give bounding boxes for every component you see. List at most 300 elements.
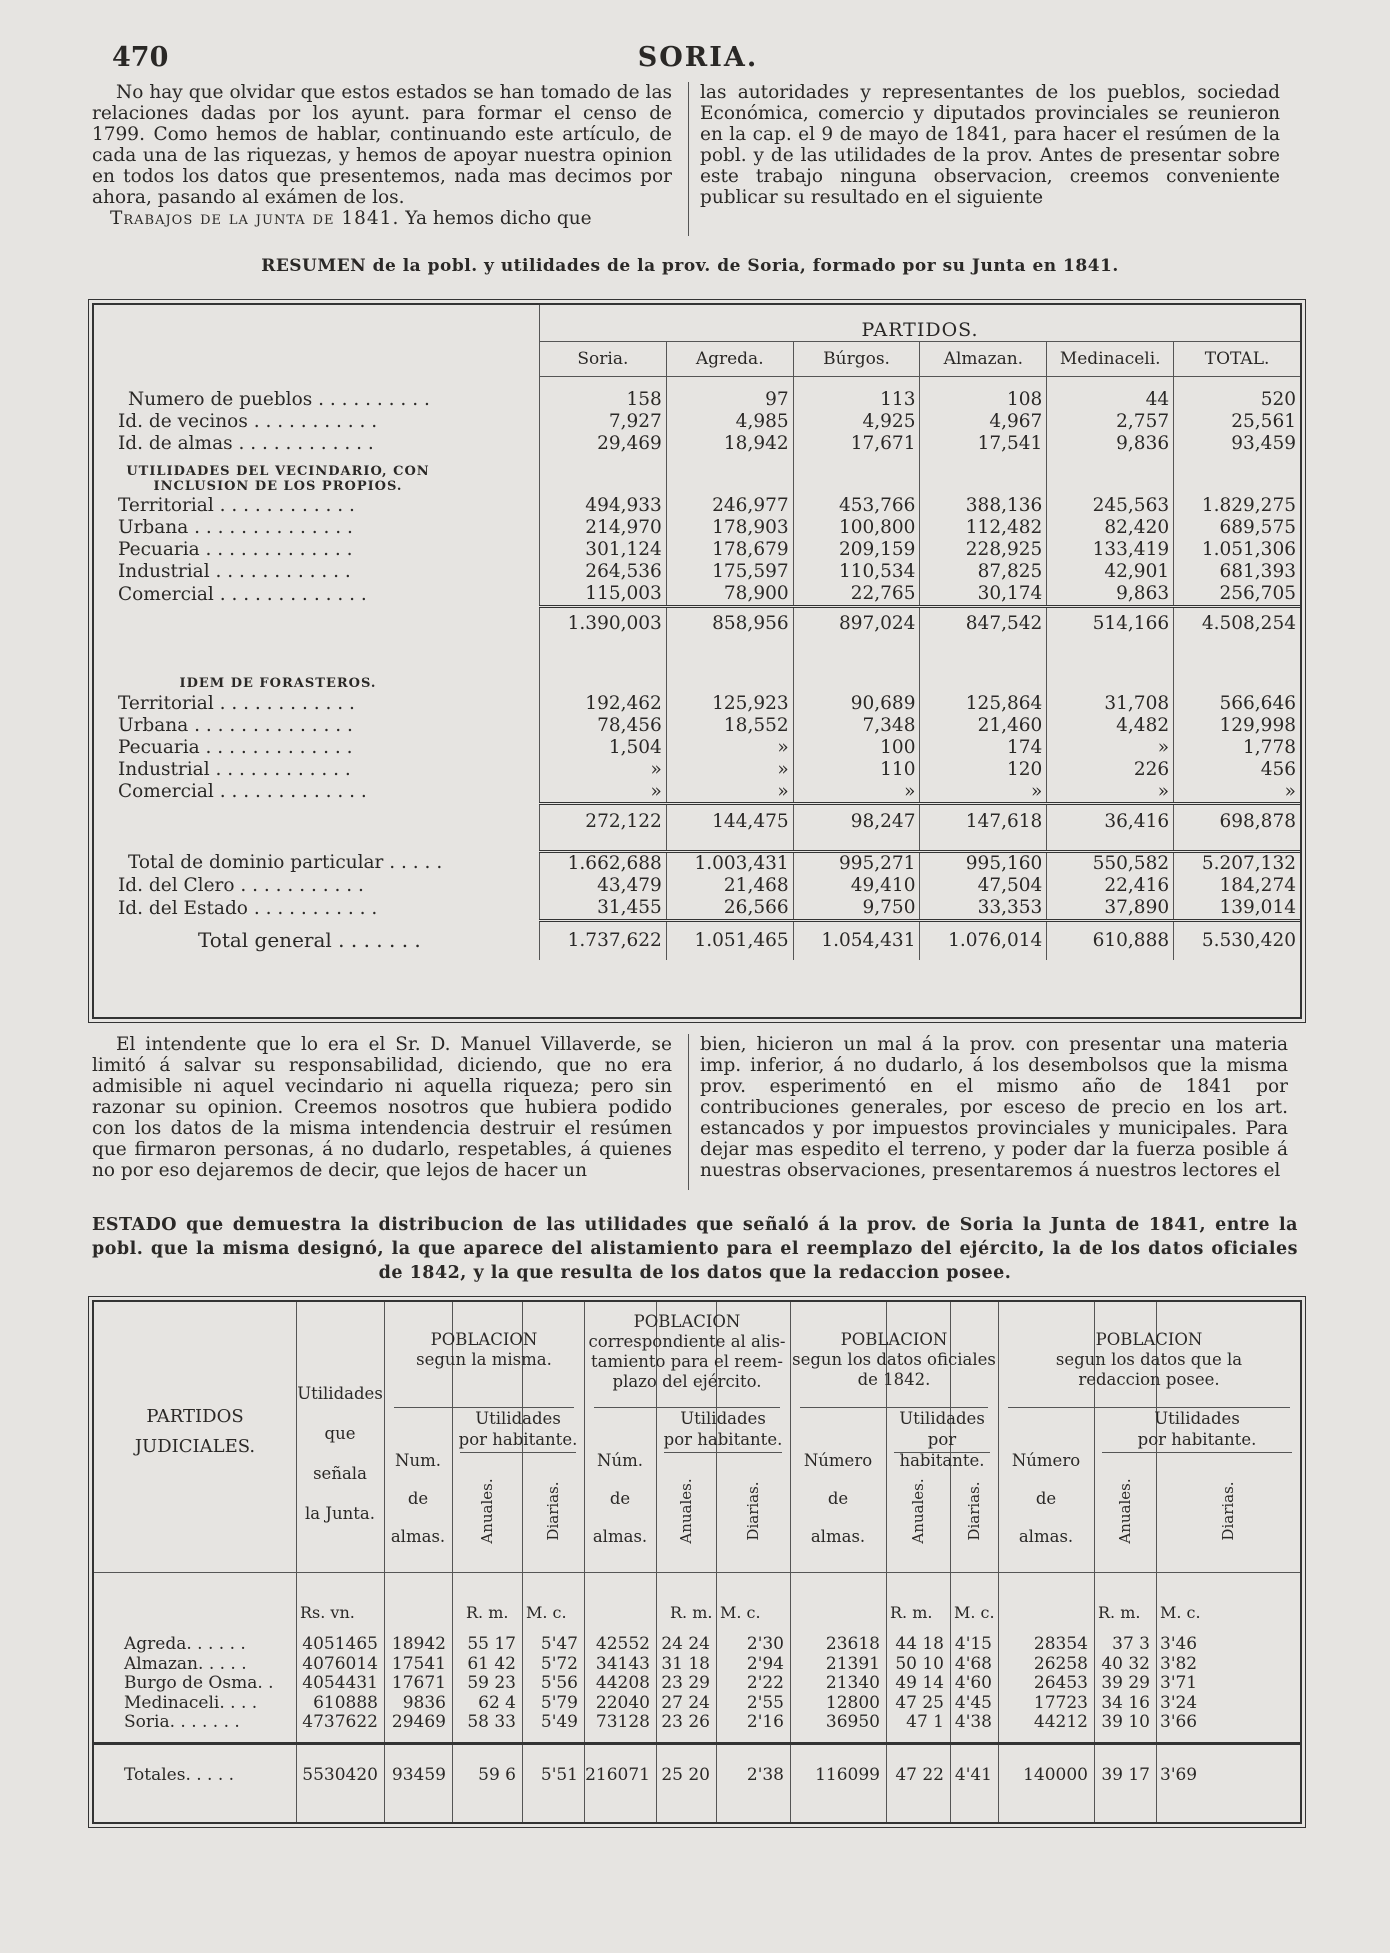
table1-value-cell: 29,469 <box>539 433 666 455</box>
table2-value-cell: 2'38 <box>746 1765 784 1785</box>
table2-column-rule <box>950 1302 951 1822</box>
table1-value-cell: 192,462 <box>539 692 666 714</box>
table1-value-cell: 681,393 <box>1174 561 1300 583</box>
table1-value-cell: » <box>1047 780 1174 804</box>
table2-frame <box>92 1300 1302 1824</box>
table1-row <box>94 411 1300 433</box>
table1-value-cell: 689,575 <box>1174 517 1300 539</box>
middle-left-paragraph: El intendente que lo era el Sr. D. Manuel Villaverde, se limitó á salvar su responsabilidad, diciendo, que no era admisible ni aquel vecindario ni aquella riqueza; pero sin razonar su opinion. Creemos nosotros que hubiera podido con los datos de la misma intendencia destruir el resúmen que firmaron personas, á no dudarlo, respetables, á quienes no por eso dejaremos de decir, que lejos de hacer un <box>92 1034 672 1181</box>
table1-row <box>94 736 1300 758</box>
table2-value-cell: 59 6 <box>478 1765 516 1785</box>
table2-diarias-header: Diarias. <box>1219 1481 1237 1541</box>
intro-text <box>92 82 1288 242</box>
table1-value-cell: 226 <box>1047 758 1174 780</box>
table2-totals-rule <box>94 1742 1300 1745</box>
table1-value-cell: 5.530,420 <box>1174 920 1300 960</box>
table1-row-label-text: Urbana . . . . . . . . . . . . . . <box>118 517 353 538</box>
table1-spacer <box>94 376 1300 389</box>
table1-row <box>94 692 1300 714</box>
section-heading-paragraph <box>92 208 672 229</box>
table1-spacer-cell <box>539 838 666 852</box>
table1-value-cell: 21,468 <box>666 875 793 897</box>
table2-value-cell: 39 17 <box>1101 1765 1150 1785</box>
table2-group-title: POBLACION correspondiente al alis- tamiento para el reem- plazo del ejército. <box>588 1312 786 1391</box>
table2-num-almas-header: Núm. de almas. <box>592 1451 648 1546</box>
table1-value-cell: 90,689 <box>793 692 920 714</box>
table1-row-label <box>94 758 539 780</box>
table1-row <box>94 539 1300 561</box>
table1-value-cell: 1.054,431 <box>793 920 920 960</box>
table1-value-cell: 520 <box>1174 389 1300 411</box>
table2-value-cell: 47 22 <box>895 1765 944 1785</box>
table1-value-cell: 43,479 <box>539 875 666 897</box>
table2-unit-label: Rs. vn. <box>300 1603 355 1622</box>
table2-column-rule <box>716 1302 717 1822</box>
table2-value-cell: 610888 <box>313 1692 378 1713</box>
table1-value-cell: 112,482 <box>920 517 1047 539</box>
table2-value-cell: 4'41 <box>954 1765 992 1785</box>
table2-value-cell: 2'16 <box>746 1712 784 1732</box>
table2-partido-name: Almazan. . . . . <box>124 1653 247 1674</box>
table2-group-title: POBLACION segun la misma. <box>416 1330 552 1369</box>
table1-value-cell: 17,541 <box>920 433 1047 455</box>
table1-spacer-cell <box>920 838 1047 852</box>
middle-right-paragraph: bien, hicieron un mal á la prov. con presentar una materia imp. inferior, á no dudarlo, á los desembolsos que la misma prov. esperimentó en el mismo año de 1841 por contribuciones generales, por esceso de precio en los art. estancados y por impuestos provinciales y municipales. Para dejar mas espedito el terreno, y poder dar la fuerza posible á nuestras observaciones, presentaremos á nuestros lectores el <box>700 1034 1288 1181</box>
table2-group-title: POBLACION segun los datos oficiales de 1842. <box>792 1330 996 1389</box>
table2-unit-label: M. c. <box>1160 1603 1201 1622</box>
table1-spacer-cell <box>94 376 539 389</box>
table2-value-cell: 55 17 <box>467 1634 516 1654</box>
table1-row-label <box>94 495 539 517</box>
table1-empty-cell <box>1174 455 1300 495</box>
table1-value-cell: 847,542 <box>920 606 1047 640</box>
table2-value-cell: 23 29 <box>661 1673 710 1693</box>
intro-left-paragraph <box>92 82 672 208</box>
table1-value-cell: 209,159 <box>793 539 920 561</box>
table1-value-cell: 110 <box>793 758 920 780</box>
table1-row-label <box>94 851 539 875</box>
table2-unit-label: R. m. <box>466 1603 509 1622</box>
table2-num-almas-header: Número de almas. <box>803 1451 873 1546</box>
table1-spacer-cell <box>1047 838 1174 852</box>
table2-column-rule <box>1094 1302 1095 1822</box>
table1-value-cell: 995,271 <box>793 851 920 875</box>
table2-anuales-header: Anuales. <box>909 1478 927 1544</box>
table2-value-cell: 116099 <box>815 1765 880 1785</box>
table1-value-cell: 228,925 <box>920 539 1047 561</box>
table1-row <box>94 583 1300 607</box>
table1-value-cell: » <box>920 780 1047 804</box>
table2-column-rule <box>886 1302 887 1822</box>
table2-value-cell: 26453 <box>1033 1673 1088 1693</box>
table2-partido-name: Totales. . . . . <box>124 1765 235 1785</box>
table1-value-cell: 78,900 <box>666 583 793 607</box>
table2-value-cell: 49 14 <box>895 1673 944 1693</box>
table1-row <box>94 758 1300 780</box>
table2-column-rule <box>584 1302 585 1822</box>
table2-value-cell: 24 24 <box>661 1634 710 1654</box>
table2-value-cell: 44208 <box>595 1673 650 1693</box>
table1-column-header: Búrgos. <box>793 341 920 376</box>
table1-row-label-text: Id. del Clero . . . . . . . . . . . <box>118 875 364 896</box>
table2-num-almas-header: Num. de almas. <box>390 1451 446 1546</box>
table2-value-cell: 4'60 <box>954 1673 992 1693</box>
table1-row <box>94 780 1300 804</box>
table1-row-label <box>94 897 539 921</box>
table1-value-cell: 272,122 <box>539 804 666 838</box>
table1-spacer-cell <box>94 838 539 852</box>
table1-value-cell: 1,504 <box>539 736 666 758</box>
table2-value-cell: 25 20 <box>661 1765 710 1785</box>
table1-value-cell: 110,534 <box>793 561 920 583</box>
table1-value-cell: 214,970 <box>539 517 666 539</box>
table2 <box>94 1302 1300 1822</box>
table2-value-cell: 18942 <box>391 1634 446 1654</box>
table2-value-cell: 3'46 <box>1160 1634 1198 1654</box>
table2-value-cell: 58 33 <box>467 1712 516 1732</box>
table2-value-cell: 22040 <box>595 1692 650 1713</box>
table2-value-cell: 17541 <box>391 1653 446 1674</box>
table1-row-label-text: Industrial . . . . . . . . . . . . <box>118 561 351 582</box>
table1-row <box>94 517 1300 539</box>
table1-value-cell: 698,878 <box>1174 804 1300 838</box>
table2-diarias-header: Diarias. <box>544 1481 562 1541</box>
table2-value-cell: 4'15 <box>954 1634 992 1654</box>
table2-value-cell: 59 23 <box>467 1673 516 1693</box>
table1-value-cell: 129,998 <box>1174 714 1300 736</box>
table1 <box>94 305 1300 960</box>
table1-value-cell: 7,348 <box>793 714 920 736</box>
table2-value-cell: 4051465 <box>302 1634 378 1654</box>
table2-value-cell: 36950 <box>825 1712 880 1732</box>
table1-value-cell: 264,536 <box>539 561 666 583</box>
table1-empty-cell <box>666 455 793 495</box>
table1-section-heading <box>94 652 539 692</box>
table2-value-cell: 93459 <box>391 1765 446 1785</box>
table1-row-label <box>94 920 539 960</box>
intro-left-column <box>92 82 672 229</box>
table1-value-cell: 245,563 <box>1047 495 1174 517</box>
table1-empty-cell <box>793 652 920 692</box>
table2-num-almas-header: Número de almas. <box>1011 1451 1081 1546</box>
table1-value-cell: 1.051,306 <box>1174 539 1300 561</box>
table1-spacer-cell <box>539 376 666 389</box>
table1-value-cell: 125,864 <box>920 692 1047 714</box>
table1-column-header: Soria. <box>539 341 666 376</box>
table1-value-cell: 22,416 <box>1047 875 1174 897</box>
table1-column-header: Agreda. <box>666 341 793 376</box>
table2-unit-label: M. c. <box>720 1603 761 1622</box>
table2-group-underline <box>1008 1407 1290 1408</box>
table1-section-heading-row <box>94 652 1300 692</box>
table1-value-cell: » <box>1174 780 1300 804</box>
table2-row <box>94 1654 1300 1676</box>
table1-value-cell: 5.207,132 <box>1174 851 1300 875</box>
table1-value-cell: 184,274 <box>1174 875 1300 897</box>
table1-value-cell: » <box>793 780 920 804</box>
table1-value-cell: 9,750 <box>793 897 920 921</box>
table1-value-cell: 42,901 <box>1047 561 1174 583</box>
table1-row <box>94 851 1300 875</box>
section-heading: Trabajos de la junta de 1841. <box>110 208 400 229</box>
table2-totals-row <box>94 1765 1300 1787</box>
table1-corner <box>94 305 539 341</box>
table2-value-cell: 27 24 <box>661 1692 710 1713</box>
table2-subgroup-underline <box>894 1452 990 1453</box>
table2-unit-label: R. m. <box>890 1603 933 1622</box>
table2-value-cell: 73128 <box>595 1712 650 1732</box>
table1-row-label-text: Pecuaria . . . . . . . . . . . . . <box>118 736 353 758</box>
table1-spacer-cell <box>1047 376 1174 389</box>
table2-anuales-header: Anuales. <box>677 1478 695 1544</box>
table2-value-cell: 39 29 <box>1101 1673 1150 1693</box>
table1-value-cell: 4,985 <box>666 411 793 433</box>
table1-value-cell: » <box>666 758 793 780</box>
table1-empty-cell <box>793 455 920 495</box>
table1-row-label-text: Id. del Estado . . . . . . . . . . . <box>118 897 378 919</box>
table1-value-cell: 566,646 <box>1174 692 1300 714</box>
table2-column-rule <box>1156 1302 1157 1822</box>
table1-row-label-text: Comercial . . . . . . . . . . . . . <box>118 781 367 803</box>
table2-util-hab-header: Utilidades por habitante. <box>458 1409 578 1449</box>
table1-row-label <box>94 539 539 561</box>
table1-row-label <box>94 804 539 838</box>
table1-value-cell: 4,925 <box>793 411 920 433</box>
table2-value-cell: 50 10 <box>895 1653 944 1674</box>
table1-value-cell: » <box>1047 736 1174 758</box>
table2-value-cell: 2'22 <box>746 1673 784 1693</box>
table1-spacer-cell <box>539 640 666 652</box>
table2-value-cell: 44 18 <box>895 1634 944 1654</box>
table1-column-header-row <box>94 341 1300 376</box>
table1-value-cell: 31,455 <box>539 897 666 921</box>
table1-spacer-cell <box>793 640 920 652</box>
table1-row-label-text: Numero de pueblos . . . . . . . . . . <box>128 389 430 410</box>
table1-row-label-text: Total de dominio particular . . . . . <box>128 852 443 874</box>
table2-value-cell: 17671 <box>391 1673 446 1693</box>
table1-section-heading-row <box>94 455 1300 495</box>
table1-empty-cell <box>539 455 666 495</box>
table2-unit-label: R. m. <box>1098 1603 1141 1622</box>
table2-value-cell: 140000 <box>1023 1765 1088 1785</box>
table1-row-label-text: Territorial . . . . . . . . . . . . <box>118 692 355 714</box>
table1-row-label <box>94 780 539 804</box>
table2-partido-name: Agreda. . . . . . <box>124 1634 246 1654</box>
table1-row-label-text: Territorial . . . . . . . . . . . . <box>118 495 355 516</box>
table1-value-cell: 147,618 <box>920 804 1047 838</box>
table2-column-rule <box>790 1302 791 1822</box>
table1-value-cell: 100 <box>793 736 920 758</box>
table1-value-cell: 175,597 <box>666 561 793 583</box>
table1-empty-cell <box>920 455 1047 495</box>
table2-row <box>94 1693 1300 1715</box>
table1-value-cell: 144,475 <box>666 804 793 838</box>
table2-value-cell: 2'55 <box>746 1692 784 1713</box>
table2-value-cell: 40 32 <box>1101 1653 1150 1674</box>
table2-value-cell: 4054431 <box>302 1673 378 1693</box>
table1-spacer-cell <box>793 838 920 852</box>
table2-diarias-header: Diarias. <box>744 1481 762 1541</box>
table2-value-cell: 62 4 <box>478 1692 516 1713</box>
intro-right-column <box>700 82 1280 208</box>
table1-row-label <box>94 692 539 714</box>
table2-value-cell: 61 42 <box>467 1653 516 1674</box>
table1-row <box>94 433 1300 455</box>
table2-util-hab-header: Utilidades por habitante. <box>663 1409 783 1449</box>
table1-value-cell: 108 <box>920 389 1047 411</box>
table2-value-cell: 31 18 <box>661 1653 710 1674</box>
table1-row-label <box>94 561 539 583</box>
table1-section-heading-text: IDEM DE FORASTEROS. <box>179 676 377 691</box>
table2-util-hab-header: Utilidades por habitante. <box>1137 1409 1257 1449</box>
column-rule <box>688 82 689 236</box>
table2-group-underline <box>800 1407 988 1408</box>
table2-value-cell: 3'66 <box>1160 1712 1198 1732</box>
table1-value-cell: 139,014 <box>1174 897 1300 921</box>
table2-value-cell: 5'79 <box>540 1692 578 1713</box>
table1-value-cell: 178,903 <box>666 517 793 539</box>
table1-value-cell: 87,825 <box>920 561 1047 583</box>
table2-value-cell: 216071 <box>585 1765 650 1785</box>
table1-row-label <box>94 583 539 607</box>
table1-value-cell: 178,679 <box>666 539 793 561</box>
table2-group-underline <box>594 1407 780 1408</box>
table1-value-cell: 158 <box>539 389 666 411</box>
table1-row-label <box>94 736 539 758</box>
table1-value-cell: 246,977 <box>666 495 793 517</box>
table2-column-rule <box>656 1302 657 1822</box>
table1-value-cell: 47,504 <box>920 875 1047 897</box>
table2-value-cell: 34 16 <box>1101 1692 1150 1713</box>
table2-column-rule <box>384 1302 385 1822</box>
table2-value-cell: 12800 <box>825 1692 880 1713</box>
table1-row-label <box>94 517 539 539</box>
table2-value-cell: 34143 <box>595 1653 650 1674</box>
table2-partido-name: Soria. . . . . . . <box>124 1712 240 1732</box>
table2-value-cell: 47 25 <box>895 1692 944 1713</box>
table1-value-cell: 4,967 <box>920 411 1047 433</box>
table1-value-cell: 113 <box>793 389 920 411</box>
table2-value-cell: 2'30 <box>746 1634 784 1654</box>
table2-partidos-header: PARTIDOS JUDICIALES. <box>134 1406 256 1457</box>
table2-value-cell: 28354 <box>1033 1634 1088 1654</box>
table2-anuales-header: Anuales. <box>478 1478 496 1544</box>
table1-value-cell: 31,708 <box>1047 692 1174 714</box>
table2-partido-name: Burgo de Osma. . <box>124 1673 274 1693</box>
table1-value-cell: 388,136 <box>920 495 1047 517</box>
table1-value-cell: 550,582 <box>1047 851 1174 875</box>
table1-empty-cell <box>1047 652 1174 692</box>
table1-value-cell: 78,456 <box>539 714 666 736</box>
table2-value-cell: 47 1 <box>906 1712 944 1732</box>
table1-value-cell: 456 <box>1174 758 1300 780</box>
table1-subtotal-row <box>94 804 1300 838</box>
table1-spacer-cell <box>1047 640 1174 652</box>
table1-value-cell: 18,552 <box>666 714 793 736</box>
table1-column-header: Medinaceli. <box>1047 341 1174 376</box>
table1-empty-cell <box>666 652 793 692</box>
table1-value-cell: 98,247 <box>793 804 920 838</box>
table2-value-cell: 4'38 <box>954 1712 992 1732</box>
table1-value-cell: 37,890 <box>1047 897 1174 921</box>
page-number: 470 <box>112 42 169 73</box>
table1-row-label-text: Comercial . . . . . . . . . . . . . <box>118 583 367 605</box>
table1-empty-cell <box>1174 652 1300 692</box>
table1-value-cell: 30,174 <box>920 583 1047 607</box>
table1-row <box>94 495 1300 517</box>
table1-value-cell: 514,166 <box>1047 606 1174 640</box>
table2-utilidades-header: Utilidades que señala la Junta. <box>297 1384 383 1523</box>
table2-value-cell: 4737622 <box>302 1712 378 1732</box>
table2-group-underline <box>394 1407 574 1408</box>
table1-value-cell: 17,671 <box>793 433 920 455</box>
table1-value-cell: 97 <box>666 389 793 411</box>
table1-value-cell: 36,416 <box>1047 804 1174 838</box>
table1-spacer <box>94 640 1300 652</box>
table2-value-cell: 5'56 <box>540 1673 578 1693</box>
table2-subgroup-underline <box>664 1452 782 1453</box>
table1-section-heading-text: UTILIDADES DEL VECINDARIO, CON INCLUSION DE LOS PROPIOS. <box>126 463 430 494</box>
table1-value-cell: 22,765 <box>793 583 920 607</box>
table1-value-cell: 995,160 <box>920 851 1047 875</box>
table1-frame <box>92 303 1302 1019</box>
table2-column-rule <box>998 1302 999 1822</box>
table2-unit-label: M. c. <box>954 1603 995 1622</box>
table1-spacer-cell <box>1174 838 1300 852</box>
table1-row <box>94 875 1300 897</box>
table1-row-label-text: Industrial . . . . . . . . . . . . <box>118 758 351 780</box>
table1-row-label <box>94 606 539 640</box>
table1-value-cell: 125,923 <box>666 692 793 714</box>
table1-value-cell: 2,757 <box>1047 411 1174 433</box>
table2-title: ESTADO que demuestra la distribucion de las utilidades que señaló á la prov. de Soria la Junta de 1841, entre la pobl. que la misma designó, la que aparece del alistamiento para el reemplazo del ejército, la de los datos oficiales de 1842, y la que resulta de los datos que la redaccion posee. <box>92 1215 1298 1283</box>
table1-value-cell: 1.662,688 <box>539 851 666 875</box>
table2-value-cell: 23 26 <box>661 1712 710 1732</box>
table1-row-label <box>94 714 539 736</box>
table1-value-cell: 82,420 <box>1047 517 1174 539</box>
table1-value-cell: 100,800 <box>793 517 920 539</box>
table2-value-cell: 5'72 <box>540 1653 578 1674</box>
table1-value-cell: 4.508,254 <box>1174 606 1300 640</box>
table1-value-cell: 93,459 <box>1174 433 1300 455</box>
intro-left-text: No hay que olvidar que estos estados se han tomado de las relaciones dadas por los ayunt. para formar el censo de 1799. Como hemos de hablar, continuando este artículo, de cada una de las riquezas, y hemos de apoyar nuestra opinion en todos los datos que presentemos, nada mas decimos por ahora, pasando al exámen de los. <box>92 82 672 208</box>
table1-subtotal-row <box>94 606 1300 640</box>
table1-spacer-cell <box>793 376 920 389</box>
running-head: SORIA. <box>637 42 759 73</box>
table1-row-label <box>94 389 539 411</box>
table1-spacer <box>94 838 1300 852</box>
table2-value-cell: 23618 <box>825 1634 880 1654</box>
table1-spacer-cell <box>1174 640 1300 652</box>
table1-row-label-text: Pecuaria . . . . . . . . . . . . . <box>118 539 353 560</box>
table1-row-label-text: Total general . . . . . . . <box>198 928 421 952</box>
table1-corner <box>94 341 539 376</box>
table1-value-cell: 256,705 <box>1174 583 1300 607</box>
table1-row <box>94 561 1300 583</box>
table1-row <box>94 389 1300 411</box>
table2-value-cell: 4'45 <box>954 1692 992 1713</box>
table1-row-label-text: Id. de almas . . . . . . . . . . . . <box>118 433 374 454</box>
table2-value-cell: 3'69 <box>1160 1765 1198 1785</box>
table1-empty-cell <box>1047 455 1174 495</box>
table1-value-cell: 858,956 <box>666 606 793 640</box>
table2-value-cell: 4'68 <box>954 1653 992 1674</box>
table1-value-cell: 25,561 <box>1174 411 1300 433</box>
column-rule <box>688 1034 689 1190</box>
table1-value-cell: 21,460 <box>920 714 1047 736</box>
page-header <box>108 42 1288 78</box>
table1-empty-cell <box>920 652 1047 692</box>
